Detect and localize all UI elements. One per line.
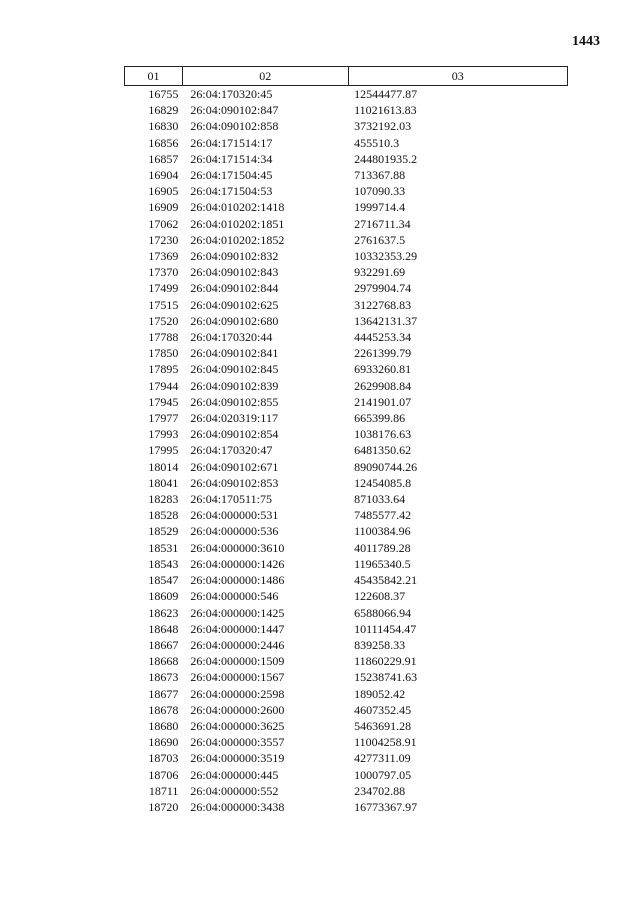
table-row xyxy=(125,248,568,264)
table-row xyxy=(125,637,568,653)
row-number-cell: 18528 xyxy=(148,508,179,523)
table-row xyxy=(125,523,568,539)
value-cell: 122608.37 xyxy=(354,589,406,604)
table-header-row xyxy=(125,67,568,86)
row-number-cell: 18677 xyxy=(148,686,179,701)
cadastral-number-cell: 26:04:090102:839 xyxy=(190,378,279,393)
value-cell: 455510.3 xyxy=(354,135,400,150)
table-row xyxy=(125,556,568,572)
value-cell: 11860229.91 xyxy=(354,654,417,669)
row-number-cell: 16857 xyxy=(148,151,179,166)
value-cell: 2716711.34 xyxy=(354,216,411,231)
cadastral-number-cell: 26:04:090102:845 xyxy=(190,362,279,377)
column-header-03: 03 xyxy=(348,67,567,86)
value-cell: 15238741.63 xyxy=(354,670,418,685)
value-cell: 3732192.03 xyxy=(354,119,412,134)
row-number-cell: 17520 xyxy=(148,313,179,328)
value-cell: 11021613.83 xyxy=(354,103,417,118)
table-row xyxy=(125,378,568,394)
table-row xyxy=(125,167,568,183)
row-number-cell: 16829 xyxy=(148,103,179,118)
row-number-cell: 16905 xyxy=(148,184,179,199)
value-cell: 1000797.05 xyxy=(354,767,412,782)
table-body xyxy=(125,86,568,816)
cadastral-number-cell: 26:04:090102:847 xyxy=(190,103,279,118)
cadastral-number-cell: 26:04:090102:841 xyxy=(190,346,279,361)
table-row xyxy=(125,345,568,361)
table-row xyxy=(125,183,568,199)
value-cell: 107090.33 xyxy=(354,184,406,199)
value-cell: 665399.86 xyxy=(354,411,406,426)
value-cell: 2261399.79 xyxy=(354,346,412,361)
cadastral-number-cell: 26:04:090102:832 xyxy=(190,249,279,264)
value-cell: 4011789.28 xyxy=(354,540,411,555)
cadastral-number-cell: 26:04:000000:3557 xyxy=(190,735,285,750)
row-number-cell: 17993 xyxy=(148,427,179,442)
cadastral-number-cell: 26:04:000000:546 xyxy=(190,589,279,604)
row-number-cell: 18706 xyxy=(148,767,179,782)
table-row xyxy=(125,313,568,329)
cadastral-number-cell: 26:04:000000:3438 xyxy=(190,799,285,814)
table-row xyxy=(125,783,568,799)
row-number-cell: 16909 xyxy=(148,200,179,215)
table-row xyxy=(125,702,568,718)
table-row xyxy=(125,653,568,669)
value-cell: 4607352.45 xyxy=(354,702,412,717)
value-cell: 6588066.94 xyxy=(354,605,412,620)
value-cell: 234702.88 xyxy=(354,783,406,798)
row-number-cell: 18648 xyxy=(148,621,179,636)
table-row xyxy=(125,426,568,442)
value-cell: 16773367.97 xyxy=(354,799,418,814)
cadastral-number-cell: 26:04:010202:1852 xyxy=(190,232,285,247)
cadastral-number-cell: 26:04:000000:1447 xyxy=(190,621,285,636)
value-cell: 2979904.74 xyxy=(354,281,412,296)
row-number-cell: 17895 xyxy=(148,362,179,377)
cadastral-number-cell: 26:04:170511:75 xyxy=(190,492,272,507)
value-cell: 1100384.96 xyxy=(354,524,411,539)
value-cell: 13642131.37 xyxy=(354,313,418,328)
table-row xyxy=(125,442,568,458)
table-row xyxy=(125,767,568,783)
row-number-cell: 16830 xyxy=(148,119,179,134)
value-cell: 7485577.42 xyxy=(354,508,412,523)
cadastral-number-cell: 26:04:000000:2600 xyxy=(190,702,285,717)
table-row xyxy=(125,135,568,151)
row-number-cell: 17995 xyxy=(148,443,179,458)
cadastral-number-cell: 26:04:000000:445 xyxy=(190,767,279,782)
cadastral-number-cell: 26:04:010202:1418 xyxy=(190,200,285,215)
row-number-cell: 17850 xyxy=(148,346,179,361)
value-cell: 6933260.81 xyxy=(354,362,412,377)
table-row xyxy=(125,410,568,426)
table-row xyxy=(125,118,568,134)
cadastral-number-cell: 26:04:010202:1851 xyxy=(190,216,285,231)
row-number-cell: 16755 xyxy=(148,87,179,101)
cadastral-number-cell: 26:04:170320:44 xyxy=(190,330,273,345)
cadastral-number-cell: 26:04:000000:552 xyxy=(190,783,279,798)
cadastral-number-cell: 26:04:090102:853 xyxy=(190,475,279,490)
cadastral-number-cell: 26:04:090102:854 xyxy=(190,427,279,442)
table-row xyxy=(125,491,568,507)
table-row xyxy=(125,361,568,377)
table-row xyxy=(125,232,568,248)
value-cell: 12454085.8 xyxy=(354,475,412,490)
table-row xyxy=(125,475,568,491)
page-number: 1443 xyxy=(572,34,600,49)
cadastral-number-cell: 26:04:090102:855 xyxy=(190,394,279,409)
cadastral-number-cell: 26:04:020319:117 xyxy=(190,411,278,426)
cadastral-number-cell: 26:04:090102:680 xyxy=(190,313,279,328)
value-cell: 1038176.63 xyxy=(354,427,412,442)
column-header-02: 02 xyxy=(182,67,348,86)
cadastral-number-cell: 26:04:000000:3625 xyxy=(190,718,285,733)
cadastral-number-cell: 26:04:090102:671 xyxy=(190,459,279,474)
value-cell: 189052.42 xyxy=(354,686,406,701)
cadastral-number-cell: 26:04:000000:1426 xyxy=(190,556,285,571)
row-number-cell: 18529 xyxy=(148,524,179,539)
data-table xyxy=(124,66,568,815)
cadastral-number-cell: 26:04:000000:536 xyxy=(190,524,279,539)
cadastral-number-cell: 26:04:090102:843 xyxy=(190,265,279,280)
row-number-cell: 17230 xyxy=(148,232,179,247)
value-cell: 11004258.91 xyxy=(354,735,417,750)
row-number-cell: 18667 xyxy=(148,637,179,652)
row-number-cell: 17370 xyxy=(148,265,179,280)
cadastral-number-cell: 26:04:000000:1486 xyxy=(190,573,285,588)
row-number-cell: 16856 xyxy=(148,135,179,150)
table-row xyxy=(125,102,568,118)
row-number-cell: 18543 xyxy=(148,556,179,571)
value-cell: 6481350.62 xyxy=(354,443,412,458)
cadastral-number-cell: 26:04:000000:3610 xyxy=(190,540,285,555)
cadastral-number-cell: 26:04:171514:17 xyxy=(190,135,273,150)
row-number-cell: 17788 xyxy=(148,330,179,345)
table-row xyxy=(125,799,568,815)
value-cell: 12544477.87 xyxy=(354,87,418,101)
cadastral-number-cell: 26:04:171514:34 xyxy=(190,151,273,166)
cadastral-number-cell: 26:04:000000:1425 xyxy=(190,605,285,620)
table-row xyxy=(125,572,568,588)
value-cell: 2629908.84 xyxy=(354,378,412,393)
table-row xyxy=(125,86,568,103)
value-cell: 89090744.26 xyxy=(354,459,418,474)
cadastral-number-cell: 26:04:090102:625 xyxy=(190,297,279,312)
value-cell: 839258.33 xyxy=(354,637,406,652)
row-number-cell: 18531 xyxy=(148,540,179,555)
table-row xyxy=(125,507,568,523)
row-number-cell: 17369 xyxy=(148,249,179,264)
cadastral-number-cell: 26:04:090102:844 xyxy=(190,281,279,296)
row-number-cell: 18678 xyxy=(148,702,179,717)
cadastral-number-cell: 26:04:171504:53 xyxy=(190,184,273,199)
value-cell: 932291.69 xyxy=(354,265,406,280)
row-number-cell: 18014 xyxy=(148,459,179,474)
table-row xyxy=(125,297,568,313)
row-number-cell: 16904 xyxy=(148,168,179,183)
value-cell: 45435842.21 xyxy=(354,573,418,588)
row-number-cell: 18609 xyxy=(148,589,179,604)
value-cell: 244801935.2 xyxy=(354,151,418,166)
cadastral-number-cell: 26:04:000000:2598 xyxy=(190,686,285,701)
value-cell: 4277311.09 xyxy=(354,751,411,766)
table-row xyxy=(125,621,568,637)
column-header-01: 01 xyxy=(125,67,183,86)
row-number-cell: 18041 xyxy=(148,475,179,490)
row-number-cell: 18720 xyxy=(148,799,179,814)
table-row xyxy=(125,216,568,232)
row-number-cell: 18690 xyxy=(148,735,179,750)
row-number-cell: 18680 xyxy=(148,718,179,733)
value-cell: 10111454.47 xyxy=(354,621,417,636)
row-number-cell: 18283 xyxy=(148,492,179,507)
cadastral-number-cell: 26:04:090102:858 xyxy=(190,119,279,134)
row-number-cell: 18547 xyxy=(148,573,179,588)
cadastral-number-cell: 26:04:000000:3519 xyxy=(190,751,285,766)
table-row xyxy=(125,394,568,410)
row-number-cell: 18668 xyxy=(148,654,179,669)
value-cell: 4445253.34 xyxy=(354,330,412,345)
cadastral-number-cell: 26:04:000000:1567 xyxy=(190,670,285,685)
row-number-cell: 18623 xyxy=(148,605,179,620)
row-number-cell: 17499 xyxy=(148,281,179,296)
table-row xyxy=(125,750,568,766)
table-row xyxy=(125,540,568,556)
value-cell: 5463691.28 xyxy=(354,718,412,733)
table-row xyxy=(125,264,568,280)
cadastral-number-cell: 26:04:000000:2446 xyxy=(190,637,285,652)
cadastral-number-cell: 26:04:000000:1509 xyxy=(190,654,285,669)
value-cell: 3122768.83 xyxy=(354,297,412,312)
table-row xyxy=(125,686,568,702)
row-number-cell: 17062 xyxy=(148,216,179,231)
cadastral-number-cell: 26:04:170320:47 xyxy=(190,443,273,458)
value-cell: 2141901.07 xyxy=(354,394,412,409)
table-row xyxy=(125,280,568,296)
value-cell: 1999714.4 xyxy=(354,200,406,215)
table-row xyxy=(125,605,568,621)
row-number-cell: 17977 xyxy=(148,411,179,426)
table-row xyxy=(125,718,568,734)
row-number-cell: 17515 xyxy=(148,297,179,312)
row-number-cell: 17945 xyxy=(148,394,179,409)
cadastral-number-cell: 26:04:171504:45 xyxy=(190,168,273,183)
value-cell: 11965340.5 xyxy=(354,556,411,571)
cadastral-number-cell: 26:04:000000:531 xyxy=(190,508,279,523)
value-cell: 10332353.29 xyxy=(354,249,418,264)
row-number-cell: 17944 xyxy=(148,378,179,393)
value-cell: 713367.88 xyxy=(354,168,406,183)
cadastral-number-cell: 26:04:170320:45 xyxy=(190,87,273,101)
table-row xyxy=(125,329,568,345)
table-row xyxy=(125,151,568,167)
value-cell: 2761637.5 xyxy=(354,232,406,247)
value-cell: 871033.64 xyxy=(354,492,406,507)
row-number-cell: 18703 xyxy=(148,751,179,766)
table-row xyxy=(125,199,568,215)
table-row xyxy=(125,734,568,750)
row-number-cell: 18711 xyxy=(148,783,179,798)
table-row xyxy=(125,588,568,604)
table-row xyxy=(125,669,568,685)
table-row xyxy=(125,459,568,475)
row-number-cell: 18673 xyxy=(148,670,179,685)
